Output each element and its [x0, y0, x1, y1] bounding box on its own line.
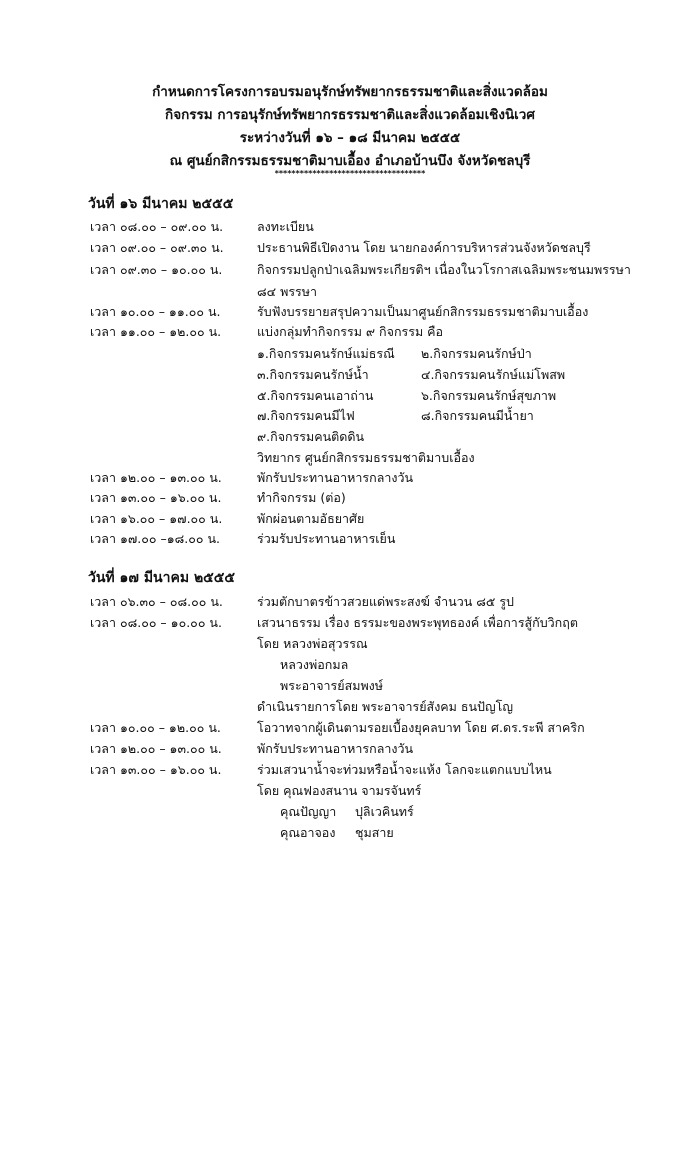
doc-title: กำหนดการโครงการอบรมอนุรักษ์ทรัพยากรธรรมชาติและสิ่งแวดล้อม [152, 84, 548, 100]
activity-group: ๗.กิจกรรมคนมีไฟ [257, 408, 355, 423]
schedule-time: เวลา ๑๓.๐๐ – ๑๖.๐๐ น. [90, 490, 222, 505]
schedule-activity: รับฟังบรรยายสรุปความเป็นมาศูนย์กสิกรรมธรรมชาติมาบเอื้อง [257, 304, 589, 319]
speaker-line: วิทยากร ศูนย์กสิกรรมธรรมชาติมาบเอื้อง [257, 450, 475, 465]
schedule-time: เวลา ๑๖.๐๐ – ๑๗.๐๐ น. [90, 511, 223, 526]
schedule-time: เวลา ๑๒.๐๐ – ๑๓.๐๐ น. [90, 470, 222, 485]
panel-speaker-last: ปุลิเวคินทร์ [355, 804, 414, 819]
schedule-time: เวลา ๐๙.๐๐ – ๐๙.๓๐ น. [90, 240, 224, 255]
schedule-time: เวลา ๐๙.๓๐ – ๑๐.๐๐ น. [90, 262, 223, 277]
schedule-activity: พักผ่อนตามอัธยาศัย [257, 511, 365, 526]
day1-heading: วันที่ ๑๖ มีนาคม ๒๕๕๕ [88, 196, 234, 212]
panel-speaker-last: ชุมสาย [355, 825, 394, 840]
schedule-activity: ประธานพิธีเปิดงาน โดย นายกองค์การบริหารส่วนจังหวัดชลบุรี [257, 240, 591, 255]
schedule-activity: พักรับประทานอาหารกลางวัน [257, 470, 414, 485]
schedule-time: เวลา ๑๗.๐๐ –๑๘.๐๐ น. [90, 531, 221, 546]
panel-speaker: โดย คุณฟองสนาน จามรจันทร์ [257, 783, 422, 798]
schedule-time: เวลา ๑๓.๐๐ – ๑๖.๐๐ น. [90, 762, 222, 777]
activity-group: ๑.กิจกรรมคนรักษ์แม่ธรณี [257, 346, 395, 361]
activity-group: ๔.กิจกรรมคนรักษ์แม่โพสพ [421, 367, 566, 382]
schedule-time: เวลา ๐๘.๐๐ – ๐๙.๐๐ น. [90, 219, 224, 234]
monk-speaker: พระอาจารย์สมพงษ์ [280, 678, 384, 693]
schedule-time: เวลา ๑๐.๐๐ – ๑๒.๐๐ น. [90, 720, 221, 735]
doc-location: ณ ศูนย์กสิกรรมธรรมชาติมาบเอื้อง อำเภอบ้านบึง จังหวัดชลบุรี [169, 153, 531, 169]
schedule-activity: แบ่งกลุ่มทำกิจกรรม ๙ กิจกรรม คือ [257, 324, 444, 339]
schedule-activity: ทำกิจกรรม (ต่อ) [257, 490, 346, 505]
activity-group: ๒.กิจกรรมคนรักษ์ป่า [421, 346, 532, 361]
activity-group: ๘.กิจกรรมคนมีน้ำยา [421, 408, 534, 423]
schedule-activity: เสวนาธรรม เรื่อง ธรรมะของพระพุทธองค์ เพื่อการสู้กับวิกฤต [257, 615, 578, 630]
schedule-time: เวลา ๐๘.๐๐ – ๑๐.๐๐ น. [90, 615, 222, 630]
schedule-activity: พักรับประทานอาหารกลางวัน [257, 741, 414, 756]
schedule-activity: ร่วมตักบาตรข้าวสวยแด่พระสงฆ์ จำนวน ๘๕ รูป [257, 594, 514, 609]
monk-speaker: โดย หลวงพ่อสุวรรณ [257, 636, 368, 651]
activity-group: ๓.กิจกรรมคนรักษ์น้ำ [257, 367, 369, 382]
doc-dates: ระหว่างวันที่ ๑๖ – ๑๘ มีนาคม ๒๕๕๕ [239, 130, 461, 146]
schedule-time: เวลา ๑๒.๐๐ – ๑๓.๐๐ น. [90, 741, 222, 756]
monk-speaker: หลวงพ่อกมล [280, 657, 349, 672]
star-divider: ************************************ [274, 169, 426, 178]
schedule-activity: โอวาทจากผู้เดินตามรอยเบื้องยุคลบาท โดย ศ.ดร.ระพี สาคริก [257, 720, 585, 735]
schedule-time: เวลา ๑๑.๐๐ – ๑๒.๐๐ น. [90, 324, 222, 339]
schedule-activity: ร่วมรับประทานอาหารเย็น [257, 531, 396, 546]
activity-group: ๕.กิจกรรมคนเอาถ่าน [257, 388, 374, 403]
host-line: ดำเนินรายการโดย พระอาจารย์สังคม ธนปัญโญ [257, 699, 513, 714]
doc-subtitle: กิจกรรม การอนุรักษ์ทรัพยากรธรรมชาติและสิ่งแวดล้อมเชิงนิเวศ [165, 107, 535, 123]
schedule-time: เวลา ๐๖.๓๐ – ๐๘.๐๐ น. [90, 594, 223, 609]
panel-speaker-first: คุณปัญญา [280, 804, 337, 819]
schedule-time: เวลา ๑๐.๐๐ – ๑๑.๐๐ น. [90, 304, 221, 319]
schedule-activity: ลงทะเบียน [257, 219, 314, 234]
panel-speaker-first: คุณอาจอง [280, 825, 336, 840]
schedule-activity: กิจกรรมปลูกป่าเฉลิมพระเกียรติฯ เนื่องในวโรกาสเฉลิมพระชนมพรรษา [257, 262, 631, 277]
schedule-activity: ร่วมเสวนาน้ำจะท่วมหรือน้ำจะแห้ง โลกจะแตกแบบไหน [257, 762, 552, 777]
day2-heading: วันที่ ๑๗ มีนาคม ๒๕๕๕ [88, 570, 235, 586]
schedule-activity-continued: ๘๔ พรรษา [257, 284, 318, 299]
activity-group: ๙.กิจกรรมคนติดดิน [257, 429, 365, 444]
activity-group: ๖.กิจกรรมคนรักษ์สุขภาพ [421, 388, 557, 403]
